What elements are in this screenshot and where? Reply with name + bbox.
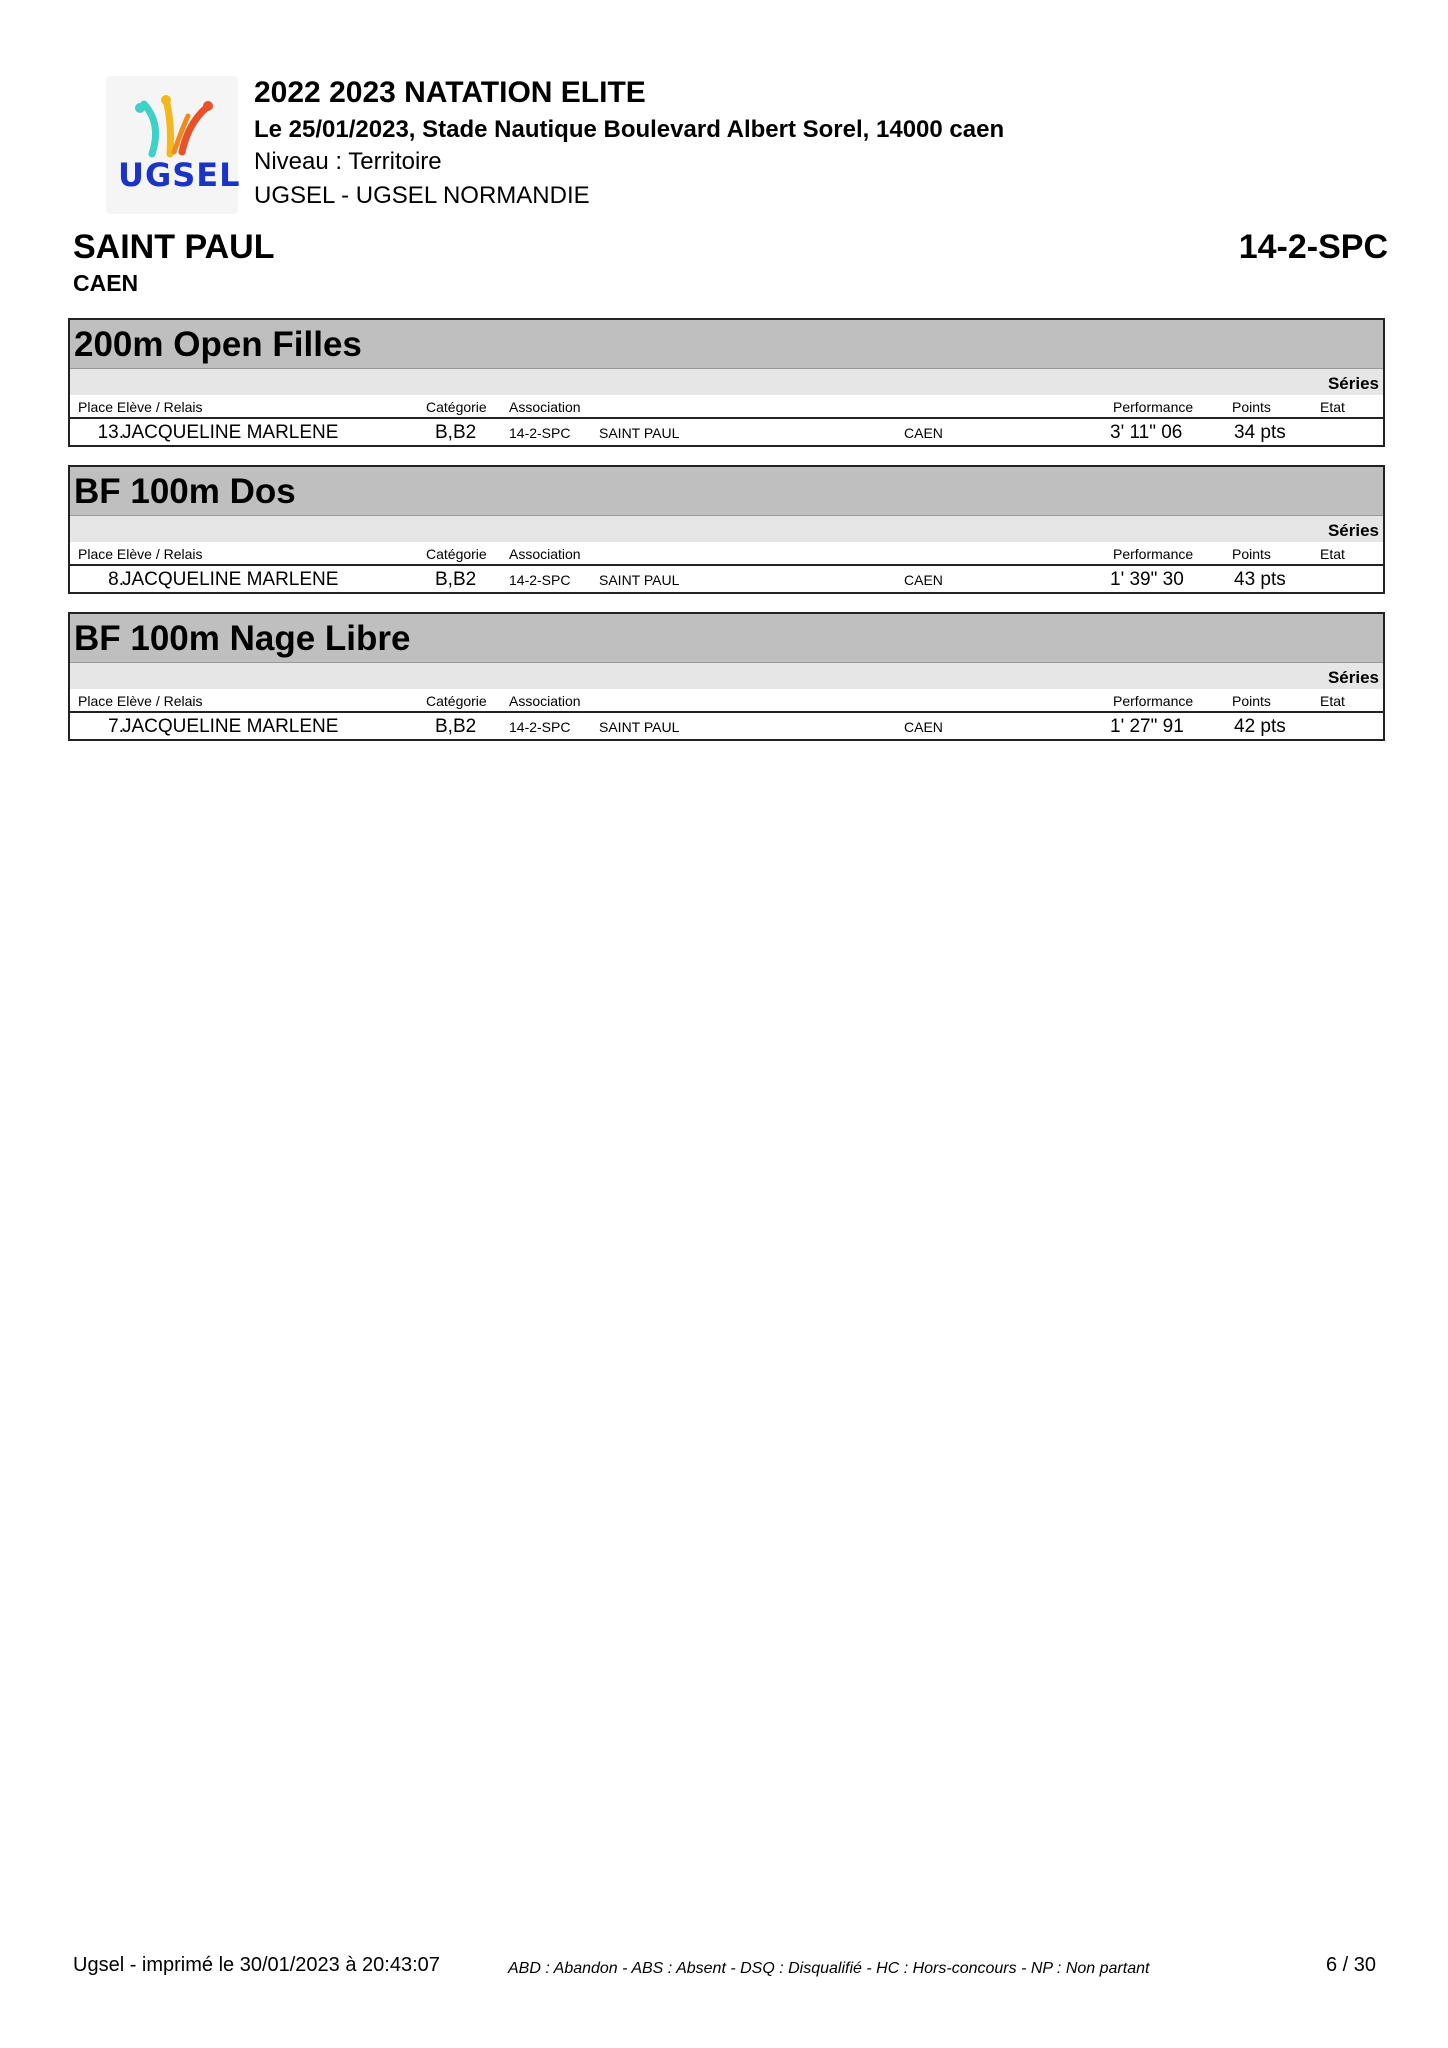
- col-association: Association: [509, 399, 581, 415]
- club-name: SAINT PAUL: [73, 228, 275, 266]
- table-row: [70, 566, 1383, 592]
- row-assoc-name: SAINT PAUL: [599, 425, 680, 441]
- col-place-athlete: [78, 693, 203, 709]
- row-performance: 1' 39" 30: [1110, 569, 1184, 590]
- row-points: 43 pts: [1234, 569, 1286, 590]
- table-header: [70, 542, 1383, 566]
- event-title: BF 100m Nage Libre: [70, 614, 1383, 663]
- row-athlete: JACQUELINE MARLENE: [122, 716, 339, 737]
- row-assoc-city: CAEN: [904, 572, 943, 588]
- col-place: Place: [78, 546, 114, 562]
- col-state: Etat: [1320, 399, 1345, 415]
- col-place-athlete: [78, 546, 203, 562]
- col-athlete: Elève / Relais: [116, 546, 203, 562]
- col-association: Association: [509, 693, 581, 709]
- event-title: BF 100m Dos: [70, 467, 1383, 516]
- row-assoc-city: CAEN: [904, 425, 943, 441]
- event-round: Séries: [70, 369, 1383, 395]
- table-header: [70, 395, 1383, 419]
- col-association: Association: [509, 546, 581, 562]
- print-date: Ugsel - imprimé le 30/01/2023 à 20:43:07: [73, 1954, 440, 1976]
- club-code: 14-2-SPC: [1238, 228, 1388, 266]
- logo-text: UGSEL: [118, 156, 241, 194]
- col-performance: Performance: [1113, 546, 1194, 562]
- row-assoc-code: 14-2-SPC: [509, 425, 571, 441]
- col-performance: Performance: [1113, 399, 1194, 415]
- row-place: 13.: [97, 422, 124, 443]
- row-category: B,B2: [435, 422, 477, 443]
- event-title: 200m Open Filles: [70, 320, 1383, 369]
- col-state: Etat: [1320, 546, 1345, 562]
- row-points: 42 pts: [1234, 716, 1286, 737]
- club-city: CAEN: [73, 270, 139, 296]
- table-header: [70, 689, 1383, 713]
- col-place: Place: [78, 693, 114, 709]
- row-athlete: JACQUELINE MARLENE: [122, 422, 339, 443]
- col-category: Catégorie: [426, 399, 487, 415]
- col-points: Points: [1232, 399, 1271, 415]
- row-assoc-code: 14-2-SPC: [509, 572, 571, 588]
- col-category: Catégorie: [426, 693, 487, 709]
- page-number: 6 / 30: [1325, 1954, 1376, 1976]
- competition-organization: UGSEL - UGSEL NORMANDIE: [254, 182, 590, 209]
- event-round: Séries: [70, 663, 1383, 689]
- row-place: 7.: [108, 716, 124, 737]
- ugsel-figures-icon: [122, 94, 222, 158]
- col-performance: Performance: [1113, 693, 1194, 709]
- col-place-athlete: [78, 399, 203, 415]
- row-assoc-name: SAINT PAUL: [599, 719, 680, 735]
- row-category: B,B2: [435, 569, 477, 590]
- competition-date-venue: Le 25/01/2023, Stade Nautique Boulevard Albert Sorel, 14000 caen: [254, 116, 1005, 143]
- event-block: [68, 612, 1385, 741]
- col-state: Etat: [1320, 693, 1345, 709]
- col-place: Place: [78, 399, 114, 415]
- ugsel-logo: [106, 76, 241, 214]
- col-points: Points: [1232, 546, 1271, 562]
- status-legend: ABD : Abandon - ABS : Absent - DSQ : Disqualifié - HC : Hors-concours - NP : Non partant: [508, 1960, 1150, 1977]
- row-assoc-name: SAINT PAUL: [599, 572, 680, 588]
- event-round: Séries: [70, 516, 1383, 542]
- table-row: [70, 419, 1383, 445]
- event-block: [68, 465, 1385, 594]
- competition-level: Niveau : Territoire: [254, 148, 442, 175]
- col-category: Catégorie: [426, 546, 487, 562]
- row-assoc-code: 14-2-SPC: [509, 719, 571, 735]
- row-performance: 1' 27" 91: [1110, 716, 1184, 737]
- col-athlete: Elève / Relais: [116, 693, 203, 709]
- table-row: [70, 713, 1383, 739]
- row-points: 34 pts: [1234, 422, 1286, 443]
- row-athlete: JACQUELINE MARLENE: [122, 569, 339, 590]
- competition-title: 2022 2023 NATATION ELITE: [254, 76, 646, 109]
- row-assoc-city: CAEN: [904, 719, 943, 735]
- event-block: [68, 318, 1385, 447]
- row-performance: 3' 11" 06: [1110, 422, 1183, 443]
- col-points: Points: [1232, 693, 1271, 709]
- col-athlete: Elève / Relais: [116, 399, 203, 415]
- row-category: B,B2: [435, 716, 477, 737]
- row-place: 8.: [108, 569, 124, 590]
